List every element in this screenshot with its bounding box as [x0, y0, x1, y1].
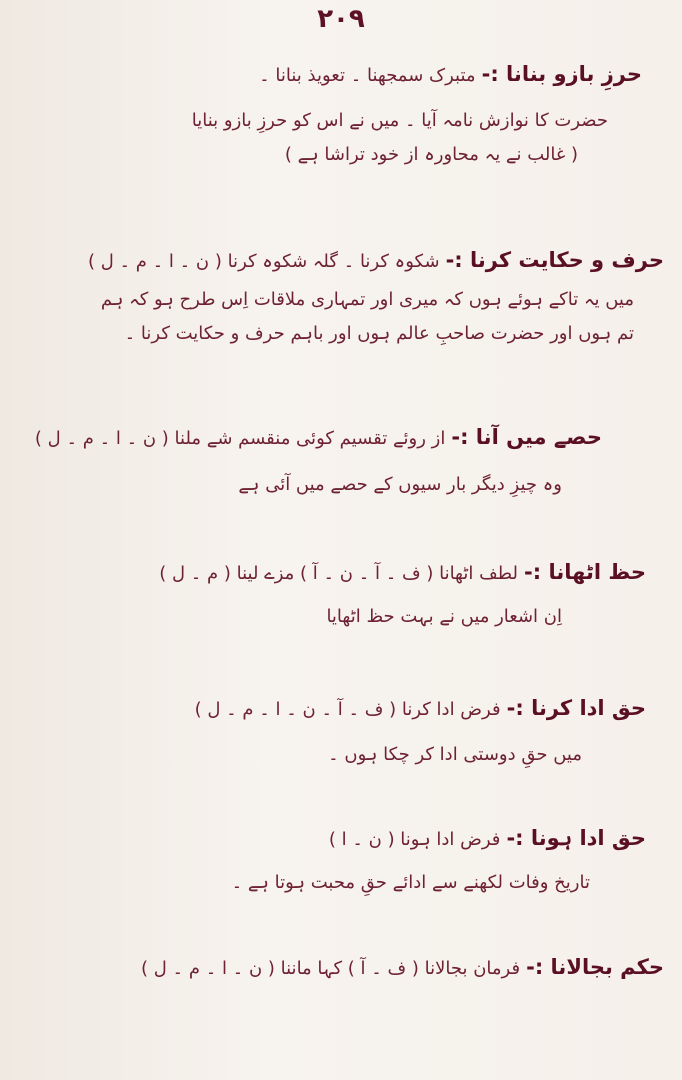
- idiom-definition: متبرک سمجھنا ۔ تعویذ بنانا ۔: [259, 65, 476, 86]
- idiom-term: حق ادا ہونا :-: [506, 826, 646, 850]
- idiom-term: حکم بجالانا :-: [526, 955, 664, 979]
- example-block: [192, 104, 608, 172]
- idiom-term: حصے میں آنا :-: [451, 425, 602, 449]
- idiom-definition: لطف اٹھانا ( ف ۔ آ ۔ ن ۔ آ ) مزے لینا ( م ۔ ل ): [159, 563, 518, 584]
- idiom-definition: فرض ادا کرنا ( ف ۔ آ ۔ ن ۔ ا ۔ م ۔ ل ): [194, 699, 501, 720]
- idiom-entry: [259, 62, 642, 87]
- entry-headline: [329, 826, 646, 851]
- entry-headline: [88, 248, 664, 273]
- example-line: میں یہ تاکے ہوئے ہوں کہ میری اور تمہاری ملاقات اِس طرح ہو کہ ہم: [100, 289, 634, 310]
- idiom-definition: شکوہ کرنا ۔ گلہ شکوہ کرنا ( ن ۔ ا ۔ م ۔ ل ): [87, 251, 440, 272]
- entry-headline: [195, 696, 646, 721]
- idiom-entry: [329, 826, 646, 851]
- example-block: [326, 600, 562, 634]
- idiom-term: حرف و حکایت کرنا :-: [445, 248, 664, 272]
- idiom-entry: [159, 560, 646, 585]
- idiom-term: حظ اٹھانا :-: [524, 560, 646, 584]
- entry-headline: [35, 425, 602, 450]
- idiom-term: حرزِ بازو بنانا :-: [481, 62, 642, 86]
- idiom-entry: [35, 425, 602, 450]
- entry-headline: [259, 62, 642, 87]
- idiom-definition: از روئے تقسیم کوئی منقسم شے ملنا ( ن ۔ ا ۔ م ۔ ل ): [34, 428, 446, 449]
- idiom-entry: [88, 248, 664, 273]
- page-number: ۲۰۹: [317, 4, 365, 34]
- entry-headline: [141, 955, 664, 980]
- example-block: [101, 283, 634, 351]
- example-line: تاریخ وفات لکھنے سے ادائے حقِ محبت ہوتا ہے ۔: [231, 872, 590, 893]
- example-line: وہ چیزِ دیگر بار سیوں کے حصے میں آئی ہے: [238, 474, 562, 495]
- idiom-term: حق ادا کرنا :-: [506, 696, 646, 720]
- entry-headline: [159, 560, 646, 585]
- example-line: اِن اشعار میں نے بہت حظ اٹھایا: [326, 606, 562, 627]
- idiom-definition: فرض ادا ہونا ( ن ۔ ا ): [328, 829, 501, 850]
- example-line: میں حقِ دوستی ادا کر چکا ہوں ۔: [328, 744, 582, 765]
- idiom-entry: [195, 696, 646, 721]
- example-line: تم ہوں اور حضرت صاحبِ عالم ہوں اور باہم حرف و حکایت کرنا ۔: [124, 323, 634, 344]
- example-block: [328, 738, 582, 772]
- example-line: حضرت کا نوازش نامہ آیا ۔ میں نے اس کو حرزِ بازو بنایا: [191, 110, 608, 131]
- idiom-definition: فرمان بجالانا ( ف ۔ آ ) کہا ماننا ( ن ۔ ا ۔ م ۔ ل ): [141, 958, 521, 979]
- example-block: [238, 468, 562, 502]
- example-line: ( غالب نے یہ محاورہ از خود تراشا ہے ): [284, 144, 578, 165]
- example-block: [232, 866, 590, 900]
- idiom-entry: [141, 955, 664, 980]
